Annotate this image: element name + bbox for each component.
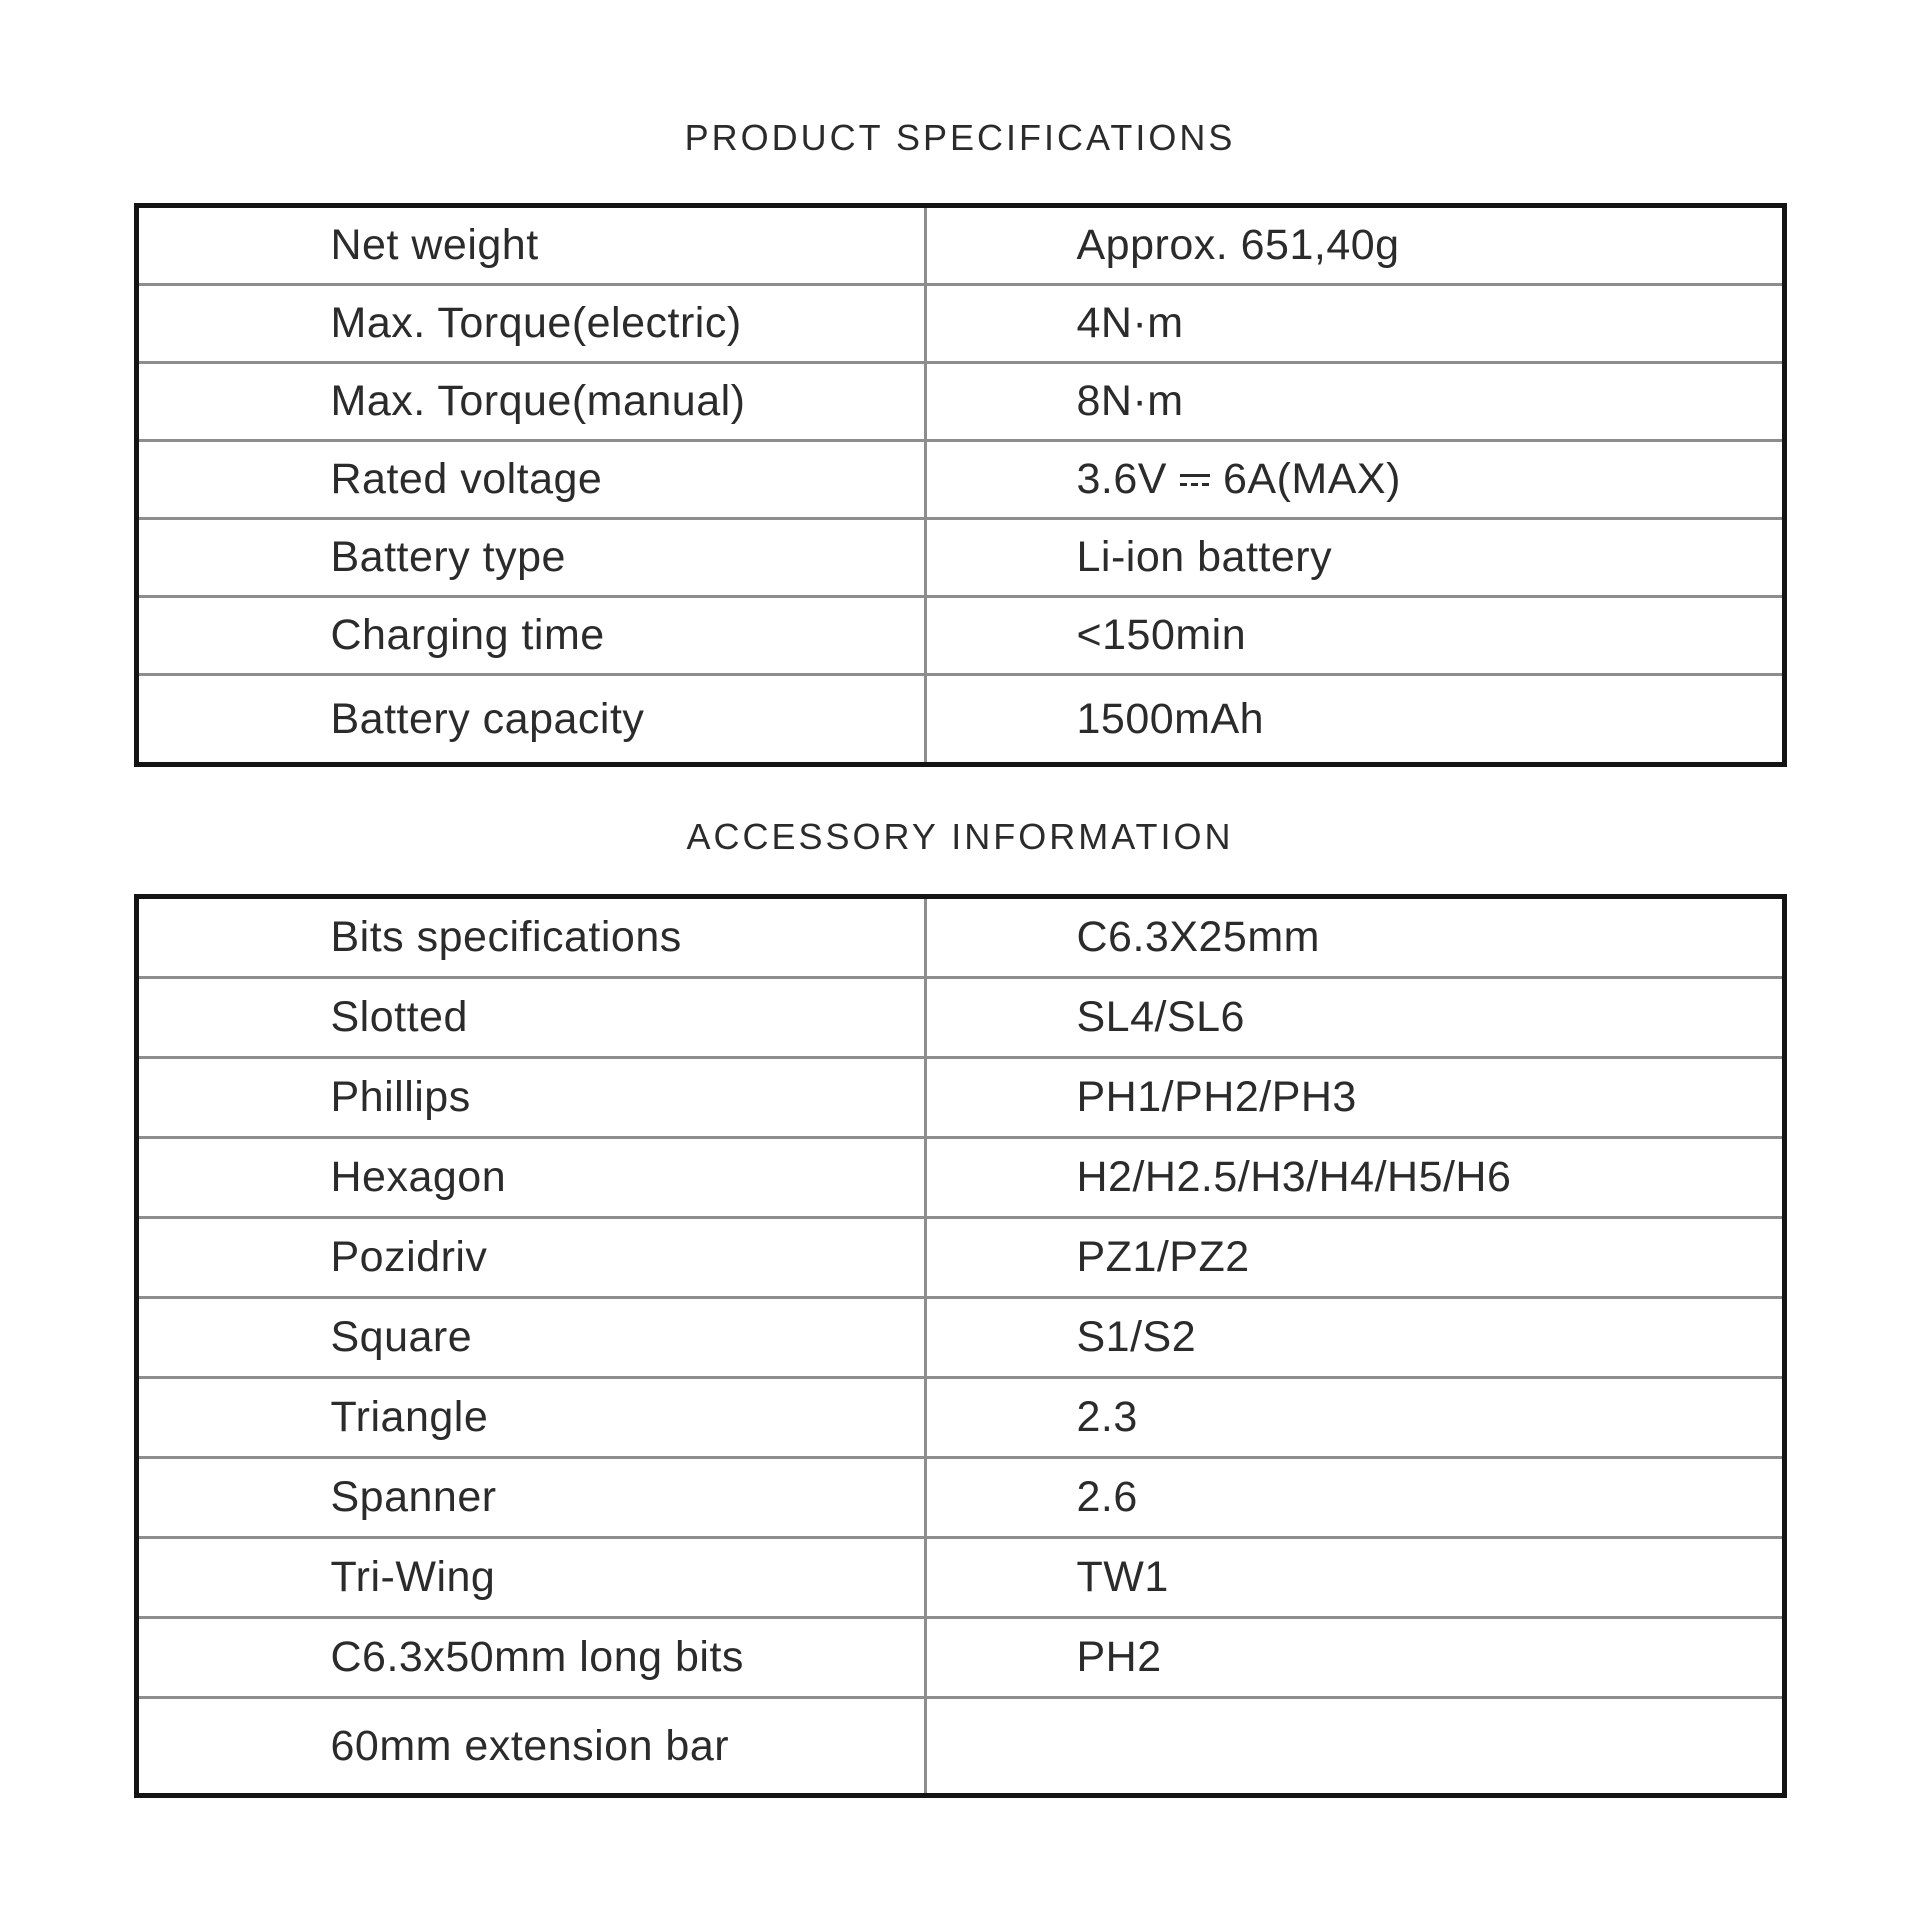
spec-label: Charging time [139, 598, 927, 673]
spec-label: 60mm extension bar [139, 1699, 927, 1793]
table-row [139, 361, 1782, 439]
table-row [139, 595, 1782, 673]
spec-sheet-page [134, 0, 1787, 1798]
spec-label: Bits specifications [139, 899, 927, 976]
table-row [139, 1056, 1782, 1136]
spec-value: 8N·m [1076, 377, 1184, 426]
dc-symbol-icon [1180, 474, 1210, 490]
value-text: 3.6V [1076, 455, 1167, 504]
spec-label: Phillips [139, 1059, 927, 1136]
table-row [139, 1296, 1782, 1376]
spec-label: Max. Torque(electric) [139, 286, 927, 361]
spec-value: SL4/SL6 [1076, 993, 1245, 1042]
accessory-information-table [134, 894, 1787, 1798]
table-row [139, 1216, 1782, 1296]
spec-value: S1/S2 [1076, 1313, 1197, 1362]
spec-label: Slotted [139, 979, 927, 1056]
spec-value: 2.6 [1076, 1473, 1138, 1522]
spec-label: Rated voltage [139, 442, 927, 517]
spec-label: Spanner [139, 1459, 927, 1536]
spec-value: <150min [1076, 611, 1247, 660]
spec-value: Li-ion battery [1076, 533, 1333, 582]
spec-label: Battery type [139, 520, 927, 595]
table-row [139, 517, 1782, 595]
spec-value: PZ1/PZ2 [1076, 1233, 1250, 1282]
table-row [139, 1456, 1782, 1536]
spec-value: TW1 [1076, 1553, 1169, 1602]
table-row [139, 1616, 1782, 1696]
spec-label: Square [139, 1299, 927, 1376]
spec-value: PH1/PH2/PH3 [1076, 1073, 1357, 1122]
spec-label: Max. Torque(manual) [139, 364, 927, 439]
spec-value: 1500mAh [1076, 694, 1265, 743]
spec-label: Net weight [139, 208, 927, 283]
spec-label: Tri-Wing [139, 1539, 927, 1616]
spec-value: Approx. 651,40g [1076, 221, 1400, 270]
table-row [139, 283, 1782, 361]
spec-label: Hexagon [139, 1139, 927, 1216]
table-row [139, 1136, 1782, 1216]
spec-label: Pozidriv [139, 1219, 927, 1296]
spec-value [927, 1699, 1782, 1793]
spec-value: H2/H2.5/H3/H4/H5/H6 [1076, 1153, 1512, 1202]
table-row [139, 1536, 1782, 1616]
value-text: 6A(MAX) [1222, 455, 1401, 504]
table-row [139, 208, 1782, 283]
accessory-information-title: ACCESSORY INFORMATION [686, 816, 1234, 858]
spec-value: C6.3X25mm [1076, 913, 1320, 962]
table-row [139, 673, 1782, 762]
spec-label: Battery capacity [139, 676, 927, 762]
spec-value [927, 442, 1782, 517]
product-specifications-table [134, 203, 1787, 767]
spec-value: 2.3 [1076, 1393, 1138, 1442]
table-row [139, 1376, 1782, 1456]
table-row [139, 1696, 1782, 1793]
table-row [139, 899, 1782, 976]
spec-label: C6.3x50mm long bits [139, 1619, 927, 1696]
table-row [139, 976, 1782, 1056]
spec-value: PH2 [1076, 1633, 1162, 1682]
product-specifications-title: PRODUCT SPECIFICATIONS [684, 117, 1236, 158]
spec-value: 4N·m [1076, 299, 1184, 348]
spec-label: Triangle [139, 1379, 927, 1456]
table-row [139, 439, 1782, 517]
